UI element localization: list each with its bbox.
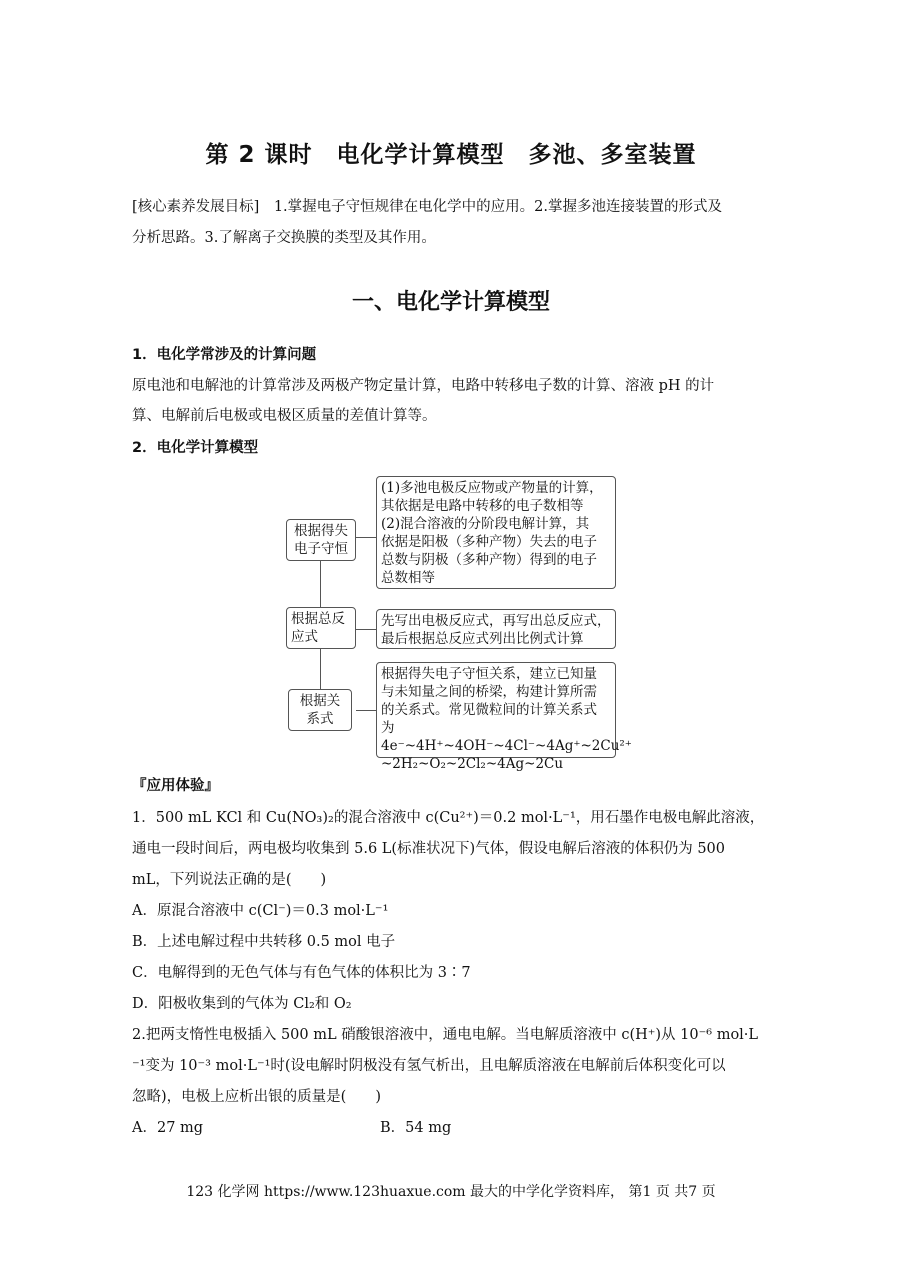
connector-3 (356, 710, 376, 711)
q1-option-b: B．上述电解过程中共转移 0.5 mol 电子 (132, 934, 396, 950)
right-box-2-line-1: 先写出电极反应式，再写出总反应式， (381, 613, 611, 629)
paragraph-line-1: 原电池和电解池的计算常涉及两极产物定量计算，电路中转移电子数的计算、溶液 pH 的计 (132, 378, 715, 394)
right-box-1-line-2: 其依据是电路中转移的电子数相等 (381, 498, 584, 514)
left-box-2-line-2: 应式 (291, 629, 318, 645)
q2-line-1: 2.把两支惰性电极插入 500 mL 硝酸银溶液中，通电电解。当电解质溶液中 c(H⁺)从 10⁻⁶ mol·L (132, 1027, 759, 1043)
q1-option-d: D．阳极收集到的气体为 Cl₂和 O₂ (132, 996, 352, 1012)
right-box-1-line-6: 总数相等 (381, 570, 435, 586)
q2-line-2: ⁻¹变为 10⁻³ mol·L⁻¹时(设电解时阴极没有氢气析出，且电解质溶液在电解前后体积变化可以 (132, 1058, 726, 1074)
right-box-3-line-2: 与未知量之间的桥梁，构建计算所需 (381, 684, 597, 700)
left-box-relation (288, 689, 352, 731)
q1-line-2: 通电一段时间后，两电极均收集到 5.6 L(标准状况下)气体，假设电解后溶液的体积仍为 500 (132, 841, 726, 857)
left-box-3-line-1: 根据关 (299, 693, 341, 709)
right-box-1-line-4: 依据是阳极（多种产物）失去的电子 (381, 534, 597, 550)
connector-1 (356, 537, 376, 538)
q2-option-a: A．27 mg (132, 1120, 204, 1136)
connector-2 (356, 629, 376, 630)
goals-text-1: 1.掌握电子守恒规律在电化学中的应用。2.掌握多池连接装置的形式及 (259, 199, 722, 215)
goals-line-2: 分析思路。3.了解离子交换膜的类型及其作用。 (132, 230, 436, 246)
left-box-2-line-1: 根据总反 (291, 611, 345, 627)
q1-line-3: mL，下列说法正确的是( ) (132, 872, 327, 888)
paragraph-line-2: 算、电解前后电极或电极区质量的差值计算等。 (132, 408, 437, 424)
left-box-1-line-2: 电子守恒 (294, 541, 348, 557)
section-heading: 一、电化学计算模型 (351, 290, 550, 315)
right-box-1-line-3: (2)混合溶液的分阶段电解计算，其 (381, 516, 590, 532)
q2-option-b: B．54 mg (380, 1120, 452, 1136)
left-box-electron-conservation (286, 519, 356, 561)
left-box-total-reaction (286, 607, 356, 649)
q1-option-c: C．电解得到的无色气体与有色气体的体积比为 3∶7 (132, 965, 471, 981)
left-box-3-line-2: 系式 (306, 711, 334, 727)
right-box-3 (376, 662, 632, 772)
goals-line-1 (132, 197, 722, 217)
q1-line-1: 1．500 mL KCl 和 Cu(NO₃)₂的混合溶液中 c(Cu²⁺)＝0.2 mol·L⁻¹，用石墨作电极电解此溶液， (132, 810, 765, 826)
right-box-3-line-1: 根据得失电子守恒关系，建立已知量 (381, 666, 597, 682)
practice-heading: 『应用体验』 (132, 778, 219, 794)
subheading-1: 1．电化学常涉及的计算问题 (132, 347, 317, 363)
right-box-3-line-3: 的关系式。常见微粒间的计算关系式 (381, 702, 597, 718)
goals-label: [核心素养发展目标] (132, 199, 260, 215)
q2-line-3: 忽略)，电极上应析出银的质量是( ) (132, 1089, 381, 1105)
right-box-1-line-5: 总数与阴极（多种产物）得到的电子 (381, 552, 597, 568)
page-footer: 123 化学网 https://www.123huaxue.com 最大的中学化学资料库， 第1 页 共7 页 (186, 1184, 716, 1200)
page-title: 第 2 课时 电化学计算模型 多池、多室装置 (205, 142, 697, 168)
right-box-1 (376, 476, 616, 589)
right-box-3-line-5: ~2H₂~O₂~2Cl₂~4Ag~2Cu (381, 756, 564, 772)
right-box-2 (376, 609, 616, 649)
q1-option-a: A．原混合溶液中 c(Cl⁻)＝0.3 mol·L⁻¹ (132, 903, 389, 919)
right-box-2-line-2: 最后根据总反应式列出比例式计算 (381, 631, 584, 647)
right-box-1-line-1: (1)多池电极反应物或产物量的计算， (381, 480, 603, 496)
subheading-2: 2．电化学计算模型 (132, 440, 259, 456)
left-box-1-line-1: 根据得失 (294, 523, 348, 539)
right-box-3-line-4: 为4e⁻~4H⁺~4OH⁻~4Cl⁻~4Ag⁺~2Cu²⁺ (381, 720, 632, 754)
